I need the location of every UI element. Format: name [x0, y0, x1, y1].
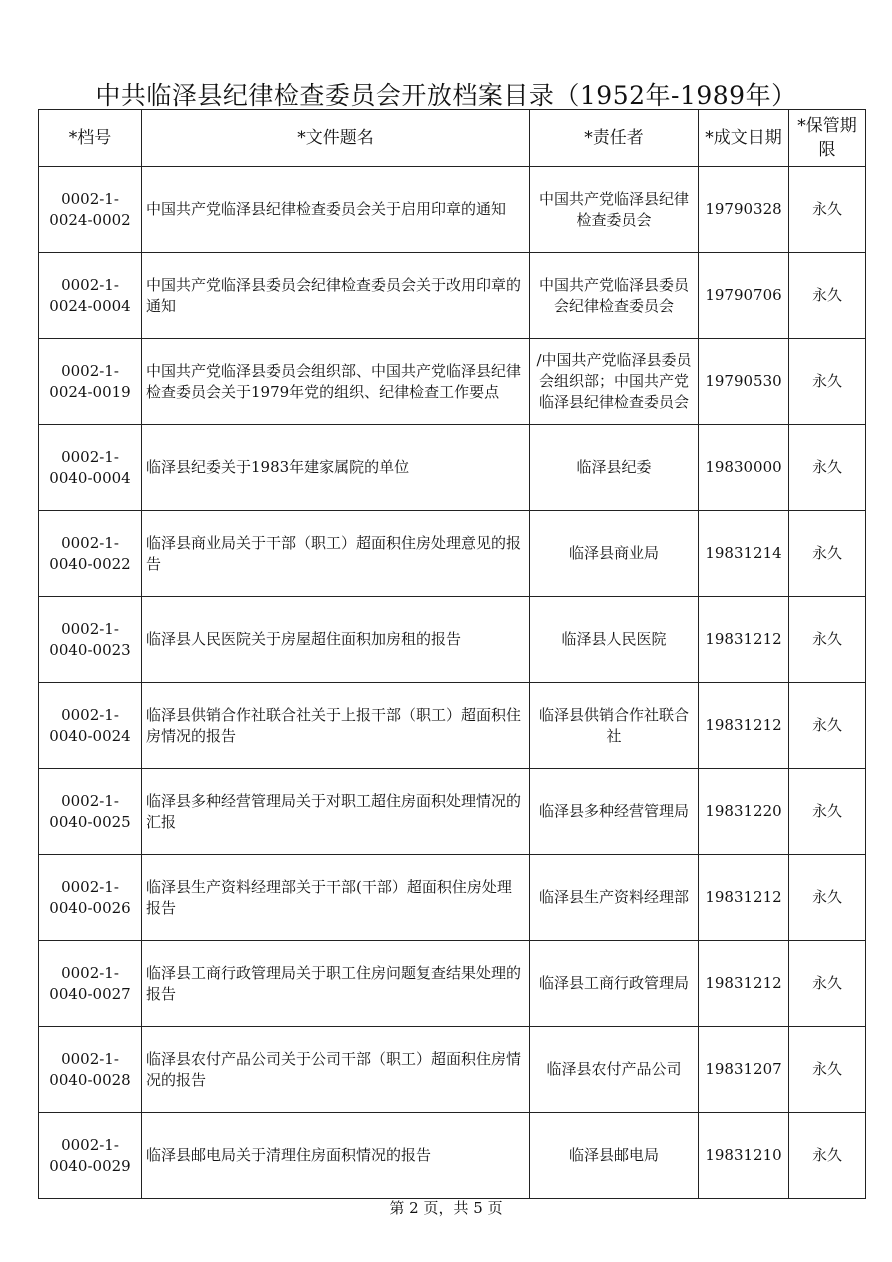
cell-doc-title: 临泽县商业局关于干部（职工）超面积住房处理意见的报告 [142, 511, 530, 597]
cell-responsible: 临泽县多种经营管理局 [530, 769, 699, 855]
header-archive-no: *档号 [39, 110, 142, 167]
cell-date: 19830000 [699, 425, 789, 511]
table-row [39, 167, 866, 253]
table-row [39, 425, 866, 511]
cell-archive-no: 0002-1-0040-0027 [39, 941, 142, 1027]
cell-retention: 永久 [789, 941, 866, 1027]
cell-date: 19831212 [699, 683, 789, 769]
cell-responsible: 临泽县商业局 [530, 511, 699, 597]
cell-archive-no: 0002-1-0040-0026 [39, 855, 142, 941]
cell-doc-title: 临泽县多种经营管理局关于对职工超住房面积处理情况的汇报 [142, 769, 530, 855]
cell-date: 19831207 [699, 1027, 789, 1113]
cell-responsible: 临泽县人民医院 [530, 597, 699, 683]
table-row [39, 941, 866, 1027]
cell-archive-no: 0002-1-0040-0004 [39, 425, 142, 511]
cell-date: 19790328 [699, 167, 789, 253]
cell-responsible: /中国共产党临泽县委员会组织部；中国共产党临泽县纪律检查委员会 [530, 339, 699, 425]
cell-retention: 永久 [789, 425, 866, 511]
cell-retention: 永久 [789, 855, 866, 941]
cell-doc-title: 中国共产党临泽县委员会组织部、中国共产党临泽县纪律检查委员会关于1979年党的组织、纪律检查工作要点 [142, 339, 530, 425]
cell-date: 19790530 [699, 339, 789, 425]
cell-responsible: 临泽县农付产品公司 [530, 1027, 699, 1113]
cell-responsible: 临泽县供销合作社联合社 [530, 683, 699, 769]
table-row [39, 683, 866, 769]
cell-date: 19831220 [699, 769, 789, 855]
cell-date: 19790706 [699, 253, 789, 339]
cell-retention: 永久 [789, 769, 866, 855]
header-responsible: *责任者 [530, 110, 699, 167]
table-row [39, 1027, 866, 1113]
table-row [39, 769, 866, 855]
cell-retention: 永久 [789, 597, 866, 683]
cell-retention: 永久 [789, 1113, 866, 1199]
cell-date: 19831214 [699, 511, 789, 597]
table-row [39, 597, 866, 683]
cell-responsible: 临泽县纪委 [530, 425, 699, 511]
header-date: *成文日期 [699, 110, 789, 167]
cell-doc-title: 临泽县供销合作社联合社关于上报干部（职工）超面积住房情况的报告 [142, 683, 530, 769]
table-row [39, 1113, 866, 1199]
cell-archive-no: 0002-1-0040-0029 [39, 1113, 142, 1199]
cell-archive-no: 0002-1-0040-0023 [39, 597, 142, 683]
cell-date: 19831210 [699, 1113, 789, 1199]
cell-doc-title: 临泽县工商行政管理局关于职工住房问题复查结果处理的报告 [142, 941, 530, 1027]
cell-retention: 永久 [789, 683, 866, 769]
cell-doc-title: 中国共产党临泽县委员会纪律检查委员会关于改用印章的通知 [142, 253, 530, 339]
cell-doc-title: 中国共产党临泽县纪律检查委员会关于启用印章的通知 [142, 167, 530, 253]
cell-doc-title: 临泽县邮电局关于清理住房面积情况的报告 [142, 1113, 530, 1199]
archive-catalog-table [38, 109, 866, 1199]
cell-retention: 永久 [789, 167, 866, 253]
cell-archive-no: 0002-1-0040-0028 [39, 1027, 142, 1113]
cell-responsible: 中国共产党临泽县纪律检查委员会 [530, 167, 699, 253]
cell-responsible: 临泽县生产资料经理部 [530, 855, 699, 941]
cell-retention: 永久 [789, 511, 866, 597]
cell-retention: 永久 [789, 253, 866, 339]
page-number: 第 2 页，共 5 页 [389, 1199, 503, 1217]
cell-archive-no: 0002-1-0024-0019 [39, 339, 142, 425]
cell-responsible: 临泽县工商行政管理局 [530, 941, 699, 1027]
header-row [39, 110, 866, 167]
cell-archive-no: 0002-1-0024-0002 [39, 167, 142, 253]
header-retention: *保管期限 [789, 110, 866, 167]
cell-date: 19831212 [699, 855, 789, 941]
cell-doc-title: 临泽县纪委关于1983年建家属院的单位 [142, 425, 530, 511]
cell-archive-no: 0002-1-0040-0022 [39, 511, 142, 597]
table-row [39, 511, 866, 597]
cell-retention: 永久 [789, 1027, 866, 1113]
table-row [39, 855, 866, 941]
cell-date: 19831212 [699, 597, 789, 683]
cell-retention: 永久 [789, 339, 866, 425]
table-row [39, 339, 866, 425]
cell-responsible: 临泽县邮电局 [530, 1113, 699, 1199]
page-title: 中共临泽县纪律检查委员会开放档案目录（1952年-1989年） [95, 81, 797, 110]
cell-doc-title: 临泽县生产资料经理部关于干部(干部）超面积住房处理报告 [142, 855, 530, 941]
header-doc-title: *文件题名 [142, 110, 530, 167]
cell-responsible: 中国共产党临泽县委员会纪律检查委员会 [530, 253, 699, 339]
cell-doc-title: 临泽县人民医院关于房屋超住面积加房租的报告 [142, 597, 530, 683]
cell-doc-title: 临泽县农付产品公司关于公司干部（职工）超面积住房情况的报告 [142, 1027, 530, 1113]
cell-date: 19831212 [699, 941, 789, 1027]
table-row [39, 253, 866, 339]
cell-archive-no: 0002-1-0040-0025 [39, 769, 142, 855]
cell-archive-no: 0002-1-0040-0024 [39, 683, 142, 769]
cell-archive-no: 0002-1-0024-0004 [39, 253, 142, 339]
